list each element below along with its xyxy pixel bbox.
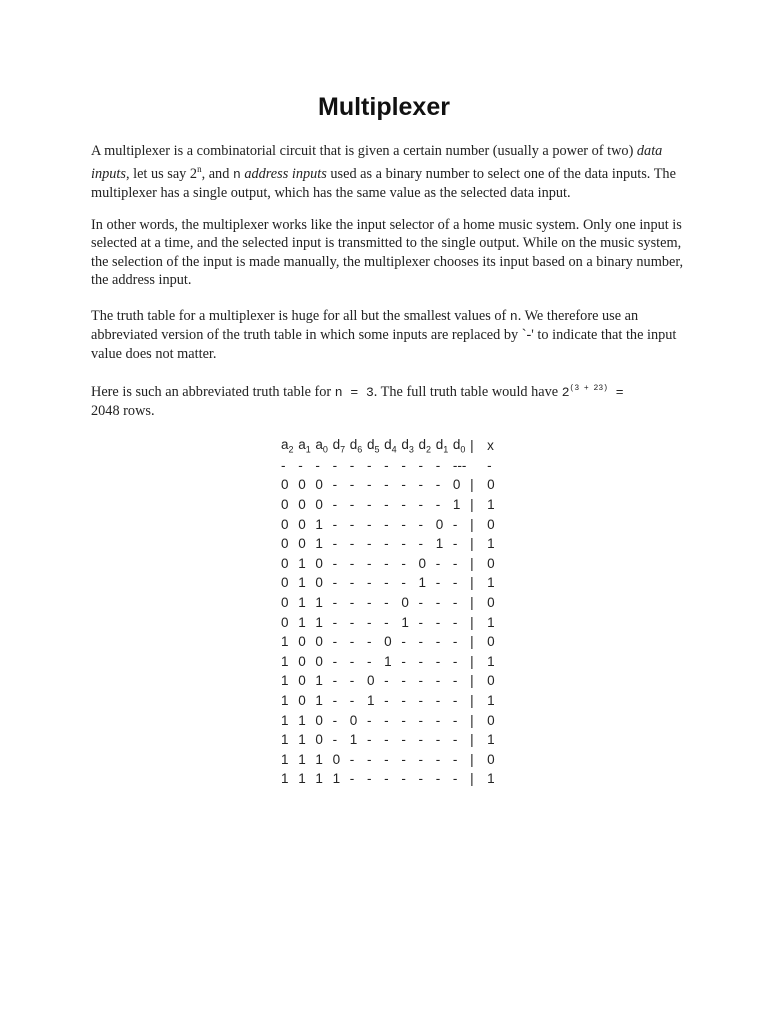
- page-title: Multiplexer: [318, 93, 450, 121]
- table-cell: 0: [315, 653, 323, 669]
- divider-cell: -: [298, 457, 303, 473]
- table-cell: -: [452, 575, 458, 591]
- table-cell: -: [418, 751, 423, 767]
- truth-table-divider-row: [281, 456, 501, 476]
- header-cell: [436, 437, 453, 455]
- example-text-1: Here is such an abbreviated truth table for: [91, 384, 335, 400]
- divider-cell: ---: [452, 457, 467, 473]
- table-cell: -: [435, 497, 441, 513]
- output-cell: 1: [487, 653, 495, 669]
- output-cell: 1: [487, 614, 495, 630]
- table-cell: -: [418, 771, 423, 787]
- table-cell: -: [384, 751, 389, 767]
- row-separator: |: [470, 771, 474, 787]
- header-cell: [367, 437, 384, 455]
- table-cell: -: [332, 555, 338, 571]
- output-cell: 1: [487, 771, 495, 787]
- table-cell: -: [384, 536, 389, 552]
- table-cell: -: [349, 673, 355, 689]
- table-cell: -: [332, 653, 338, 669]
- table-cell: 1: [435, 536, 444, 552]
- table-cell: 1: [298, 712, 306, 728]
- table-cell: 1: [315, 693, 323, 709]
- table-cell: -: [435, 634, 441, 650]
- table-cell: -: [452, 732, 458, 748]
- table-cell: -: [349, 693, 355, 709]
- row-separator: |: [470, 555, 474, 571]
- table-cell: -: [384, 477, 389, 493]
- table-cell: -: [452, 536, 458, 552]
- divider-cell: -: [332, 457, 338, 473]
- header-cell: [333, 437, 350, 455]
- table-row: [281, 534, 501, 554]
- table-cell: 1: [281, 653, 289, 669]
- table-cell: -: [435, 614, 441, 630]
- output-cell: 1: [487, 693, 495, 709]
- header-label: d: [401, 436, 409, 452]
- table-cell: -: [384, 575, 389, 591]
- exponent-expression: (3 + 23): [569, 384, 608, 393]
- header-label: d: [366, 436, 375, 452]
- table-row: [281, 769, 501, 789]
- table-cell: -: [332, 595, 338, 611]
- header-cell: [350, 437, 367, 455]
- table-cell: 1: [281, 751, 289, 767]
- table-cell: -: [332, 673, 338, 689]
- row-separator: |: [470, 516, 474, 532]
- example-text-3: 2048 rows.: [91, 403, 155, 420]
- output-cell: 0: [487, 634, 495, 650]
- table-cell: -: [452, 595, 458, 611]
- table-cell: 1: [298, 751, 306, 767]
- output-cell: 0: [487, 477, 495, 493]
- output-cell: 1: [487, 732, 495, 748]
- table-cell: 0: [281, 516, 289, 532]
- header-subscript: 0: [322, 444, 328, 455]
- output-cell: 0: [487, 712, 495, 728]
- table-cell: -: [418, 732, 423, 748]
- table-cell: -: [349, 497, 355, 513]
- table-cell: 0: [366, 673, 375, 689]
- table-cell: -: [401, 751, 406, 767]
- table-cell: 0: [281, 555, 289, 571]
- header-subscript: 1: [305, 444, 311, 455]
- table-cell: -: [384, 732, 389, 748]
- header-label: d: [435, 436, 444, 452]
- header-subscript: 2: [426, 444, 432, 455]
- table-cell: 0: [298, 516, 306, 532]
- table-cell: -: [418, 693, 423, 709]
- table-cell: 1: [315, 516, 323, 532]
- table-cell: -: [384, 771, 389, 787]
- table-cell: 1: [298, 732, 306, 748]
- table-cell: -: [401, 516, 406, 532]
- table-cell: -: [349, 653, 355, 669]
- table-cell: -: [349, 477, 355, 493]
- address-inputs-term: address inputs: [244, 166, 327, 183]
- table-cell: -: [418, 712, 423, 728]
- table-cell: -: [435, 575, 441, 591]
- table-cell: -: [366, 477, 372, 493]
- table-cell: -: [418, 477, 423, 493]
- table-cell: 0: [298, 693, 306, 709]
- table-cell: -: [384, 693, 389, 709]
- table-cell: 0: [418, 555, 427, 571]
- table-cell: -: [452, 516, 458, 532]
- table-cell: 0: [281, 497, 289, 513]
- table-cell: -: [366, 536, 372, 552]
- table-cell: 0: [315, 575, 323, 591]
- table-cell: -: [401, 653, 406, 669]
- table-cell: 0: [281, 595, 289, 611]
- table-cell: -: [349, 536, 355, 552]
- row-separator: |: [470, 751, 474, 767]
- row-separator: |: [470, 653, 474, 669]
- table-cell: -: [384, 555, 389, 571]
- table-cell: -: [435, 595, 441, 611]
- table-cell: 1: [332, 771, 341, 787]
- table-cell: -: [435, 771, 441, 787]
- table-cell: -: [418, 536, 423, 552]
- table-cell: 0: [298, 634, 306, 650]
- table-cell: -: [401, 477, 406, 493]
- table-cell: -: [349, 771, 355, 787]
- header-cell: [384, 437, 401, 455]
- table-cell: 1: [349, 732, 358, 748]
- table-cell: -: [401, 732, 406, 748]
- truth-table: [281, 436, 501, 789]
- paragraph-truth-table-intro: [91, 307, 691, 363]
- table-cell: 1: [281, 771, 289, 787]
- table-cell: -: [349, 595, 355, 611]
- table-cell: -: [452, 555, 458, 571]
- divider-cell: -: [366, 457, 372, 473]
- header-label: d: [332, 436, 341, 452]
- paragraph-example: [91, 380, 691, 421]
- table-cell: 0: [281, 536, 289, 552]
- divider-cell: -: [384, 457, 389, 473]
- table-cell: -: [332, 634, 338, 650]
- table-cell: -: [366, 555, 372, 571]
- row-separator: |: [470, 536, 474, 552]
- table-cell: -: [332, 575, 338, 591]
- table-row: [281, 554, 501, 574]
- header-cell: [419, 437, 436, 455]
- header-output: x: [487, 438, 494, 454]
- table-cell: 0: [298, 536, 306, 552]
- table-cell: -: [418, 595, 423, 611]
- table-cell: -: [366, 653, 372, 669]
- header-label: a: [281, 436, 289, 452]
- data-inputs-term: data inputs: [91, 143, 663, 183]
- table-cell: 1: [315, 751, 323, 767]
- table-cell: 0: [281, 477, 289, 493]
- table-cell: -: [384, 614, 389, 630]
- table-cell: -: [332, 732, 338, 748]
- tt-intro-text-1: The truth table for a multiplexer is huge for all but the smallest values of: [91, 308, 510, 324]
- table-row: [281, 652, 501, 672]
- divider-cell: -: [349, 457, 355, 473]
- table-cell: -: [435, 732, 441, 748]
- code-equals: =: [607, 385, 632, 400]
- table-cell: -: [435, 693, 441, 709]
- header-cell: [298, 437, 315, 455]
- table-cell: -: [332, 516, 338, 532]
- table-row: [281, 514, 501, 534]
- table-cell: 0: [281, 575, 289, 591]
- table-cell: -: [366, 771, 372, 787]
- table-cell: -: [435, 751, 441, 767]
- header-subscript: 1: [443, 444, 449, 455]
- table-cell: -: [349, 575, 355, 591]
- table-cell: -: [332, 497, 338, 513]
- table-cell: 1: [366, 693, 375, 709]
- header-separator: |: [470, 438, 474, 454]
- table-cell: -: [435, 477, 441, 493]
- table-cell: 0: [298, 653, 306, 669]
- table-row: [281, 691, 501, 711]
- code-n: n: [232, 167, 241, 183]
- table-row: [281, 475, 501, 495]
- table-cell: 0: [281, 614, 289, 630]
- table-cell: 0: [315, 555, 323, 571]
- table-cell: -: [332, 536, 338, 552]
- table-cell: -: [332, 693, 338, 709]
- code-n-equals-3: n = 3: [334, 385, 374, 400]
- header-label: a: [315, 436, 323, 452]
- table-cell: 1: [315, 595, 323, 611]
- output-cell: 0: [487, 673, 495, 689]
- table-cell: -: [366, 751, 372, 767]
- table-cell: -: [418, 614, 423, 630]
- table-cell: -: [349, 751, 355, 767]
- header-label: d: [349, 436, 358, 452]
- intro-text-2: , let us say 2: [125, 166, 198, 183]
- table-cell: 1: [298, 771, 306, 787]
- table-cell: -: [452, 712, 458, 728]
- table-cell: 0: [349, 712, 358, 728]
- table-cell: -: [384, 712, 389, 728]
- table-row: [281, 612, 501, 632]
- table-cell: -: [452, 771, 458, 787]
- table-cell: -: [384, 516, 389, 532]
- code-2: 2: [561, 385, 570, 400]
- table-cell: -: [418, 516, 423, 532]
- output-cell: 0: [487, 595, 495, 611]
- intro-text-1: A multiplexer is a combinatorial circuit that is given a certain number (usually a power of two): [91, 143, 637, 159]
- divider-cell: -: [418, 457, 423, 473]
- table-cell: 0: [298, 673, 306, 689]
- table-cell: 0: [315, 634, 323, 650]
- table-cell: 0: [315, 712, 323, 728]
- table-cell: -: [384, 595, 389, 611]
- table-cell: -: [401, 771, 406, 787]
- table-cell: -: [452, 693, 458, 709]
- table-cell: 0: [435, 516, 444, 532]
- output-cell: 1: [487, 536, 495, 552]
- table-cell: 1: [384, 653, 392, 669]
- table-cell: 1: [281, 693, 289, 709]
- table-row: [281, 730, 501, 750]
- header-subscript: 0: [460, 444, 466, 455]
- header-cell: [401, 437, 418, 455]
- table-row: [281, 593, 501, 613]
- output-cell: 0: [487, 555, 495, 571]
- table-cell: -: [349, 555, 355, 571]
- table-cell: 1: [298, 614, 306, 630]
- table-cell: 1: [298, 555, 306, 571]
- header-subscript: 4: [391, 444, 397, 455]
- table-cell: -: [401, 555, 406, 571]
- output-cell: 0: [487, 751, 495, 767]
- header-subscript: 2: [288, 444, 294, 455]
- table-cell: -: [418, 497, 423, 513]
- table-cell: 1: [298, 575, 306, 591]
- table-cell: -: [418, 673, 423, 689]
- table-cell: 1: [452, 497, 461, 513]
- table-cell: -: [366, 575, 372, 591]
- row-separator: |: [470, 673, 474, 689]
- table-cell: -: [366, 614, 372, 630]
- row-separator: |: [470, 732, 474, 748]
- table-cell: 1: [418, 575, 427, 591]
- divider-cell: -: [401, 457, 406, 473]
- table-cell: -: [366, 516, 372, 532]
- header-label: d: [452, 436, 461, 452]
- table-cell: -: [401, 712, 406, 728]
- exponent-n: n: [197, 164, 202, 175]
- table-cell: 1: [315, 673, 323, 689]
- table-cell: 0: [401, 595, 409, 611]
- divider-cell: -: [435, 457, 441, 473]
- table-cell: -: [332, 477, 338, 493]
- paragraph-intro: [91, 142, 691, 203]
- table-row: [281, 632, 501, 652]
- table-cell: -: [401, 673, 406, 689]
- output-cell: 1: [487, 575, 495, 591]
- table-cell: 1: [281, 732, 289, 748]
- table-cell: -: [452, 673, 458, 689]
- table-cell: -: [332, 614, 338, 630]
- table-cell: -: [384, 497, 389, 513]
- table-cell: 1: [281, 712, 289, 728]
- table-cell: -: [452, 614, 458, 630]
- table-cell: 0: [452, 477, 461, 493]
- row-separator: |: [470, 634, 474, 650]
- table-cell: -: [418, 653, 423, 669]
- table-cell: -: [435, 653, 441, 669]
- table-cell: -: [401, 634, 406, 650]
- table-cell: -: [452, 653, 458, 669]
- table-cell: -: [401, 693, 406, 709]
- table-cell: -: [349, 516, 355, 532]
- row-separator: |: [470, 614, 474, 630]
- table-cell: -: [435, 555, 441, 571]
- table-cell: -: [366, 712, 372, 728]
- table-cell: 0: [384, 634, 392, 650]
- code-n-2: n: [509, 309, 518, 324]
- table-cell: -: [401, 497, 406, 513]
- intro-text-4: used as a binary number to select one of the data inputs. The multiplexer has a single output, which has the same value as the selected data input.: [91, 166, 676, 202]
- table-cell: -: [452, 634, 458, 650]
- row-separator: |: [470, 497, 474, 513]
- header-subscript: 5: [374, 444, 380, 455]
- table-cell: 0: [298, 497, 306, 513]
- table-cell: 0: [315, 477, 323, 493]
- output-cell: 1: [487, 497, 495, 513]
- table-cell: 1: [315, 614, 323, 630]
- table-cell: 0: [332, 751, 341, 767]
- row-separator: |: [470, 575, 474, 591]
- table-cell: -: [435, 712, 441, 728]
- header-cell: [315, 437, 332, 455]
- header-subscript: 7: [340, 444, 346, 455]
- table-cell: -: [366, 634, 372, 650]
- table-cell: 1: [281, 634, 289, 650]
- divider-output: -: [487, 457, 492, 473]
- header-cell: [453, 437, 470, 455]
- table-cell: -: [349, 634, 355, 650]
- table-row: [281, 750, 501, 770]
- table-cell: 0: [298, 477, 306, 493]
- table-cell: 1: [298, 595, 306, 611]
- table-cell: 1: [401, 614, 409, 630]
- table-cell: -: [401, 536, 406, 552]
- table-row: [281, 495, 501, 515]
- table-cell: -: [401, 575, 406, 591]
- header-label: d: [418, 436, 427, 452]
- table-row: [281, 710, 501, 730]
- table-cell: -: [418, 634, 423, 650]
- row-separator: |: [470, 693, 474, 709]
- example-text-2: . The full truth table would have: [373, 384, 562, 400]
- row-separator: |: [470, 477, 474, 493]
- header-subscript: 6: [357, 444, 363, 455]
- divider-cell: -: [281, 457, 286, 473]
- row-separator: |: [470, 712, 474, 728]
- paragraph-analogy: In other words, the multiplexer works like the input selector of a home music system. Only one input is selected at a time, and the selected input is transmitted to the single output. While on the music system, the selection of the input is made manually, the multiplexer chooses its input based on a binary number, the address input.: [91, 217, 684, 288]
- header-label: a: [298, 436, 306, 452]
- table-cell: -: [366, 732, 372, 748]
- table-cell: -: [332, 712, 338, 728]
- table-row: [281, 671, 501, 691]
- truth-table-body: [281, 475, 501, 789]
- table-cell: 1: [281, 673, 289, 689]
- table-cell: -: [366, 497, 372, 513]
- table-cell: -: [366, 595, 372, 611]
- table-cell: 1: [315, 771, 323, 787]
- intro-text-3: , and: [201, 166, 233, 183]
- table-cell: 1: [315, 536, 323, 552]
- header-cell: [281, 437, 298, 455]
- tt-intro-text-2: . We therefore use an abbreviated version of the truth table in which some inputs are replaced by `-' to indicate that the input value does not matter.: [91, 308, 677, 362]
- table-cell: 0: [315, 497, 323, 513]
- divider-cell: -: [315, 457, 320, 473]
- table-cell: -: [349, 614, 355, 630]
- truth-table-header: [281, 436, 501, 456]
- output-cell: 0: [487, 516, 495, 532]
- header-label: d: [384, 436, 392, 452]
- table-row: [281, 573, 501, 593]
- table-cell: -: [435, 673, 441, 689]
- table-cell: -: [452, 751, 458, 767]
- table-cell: -: [384, 673, 389, 689]
- header-subscript: 3: [408, 444, 414, 455]
- row-separator: |: [470, 595, 474, 611]
- table-cell: 0: [315, 732, 323, 748]
